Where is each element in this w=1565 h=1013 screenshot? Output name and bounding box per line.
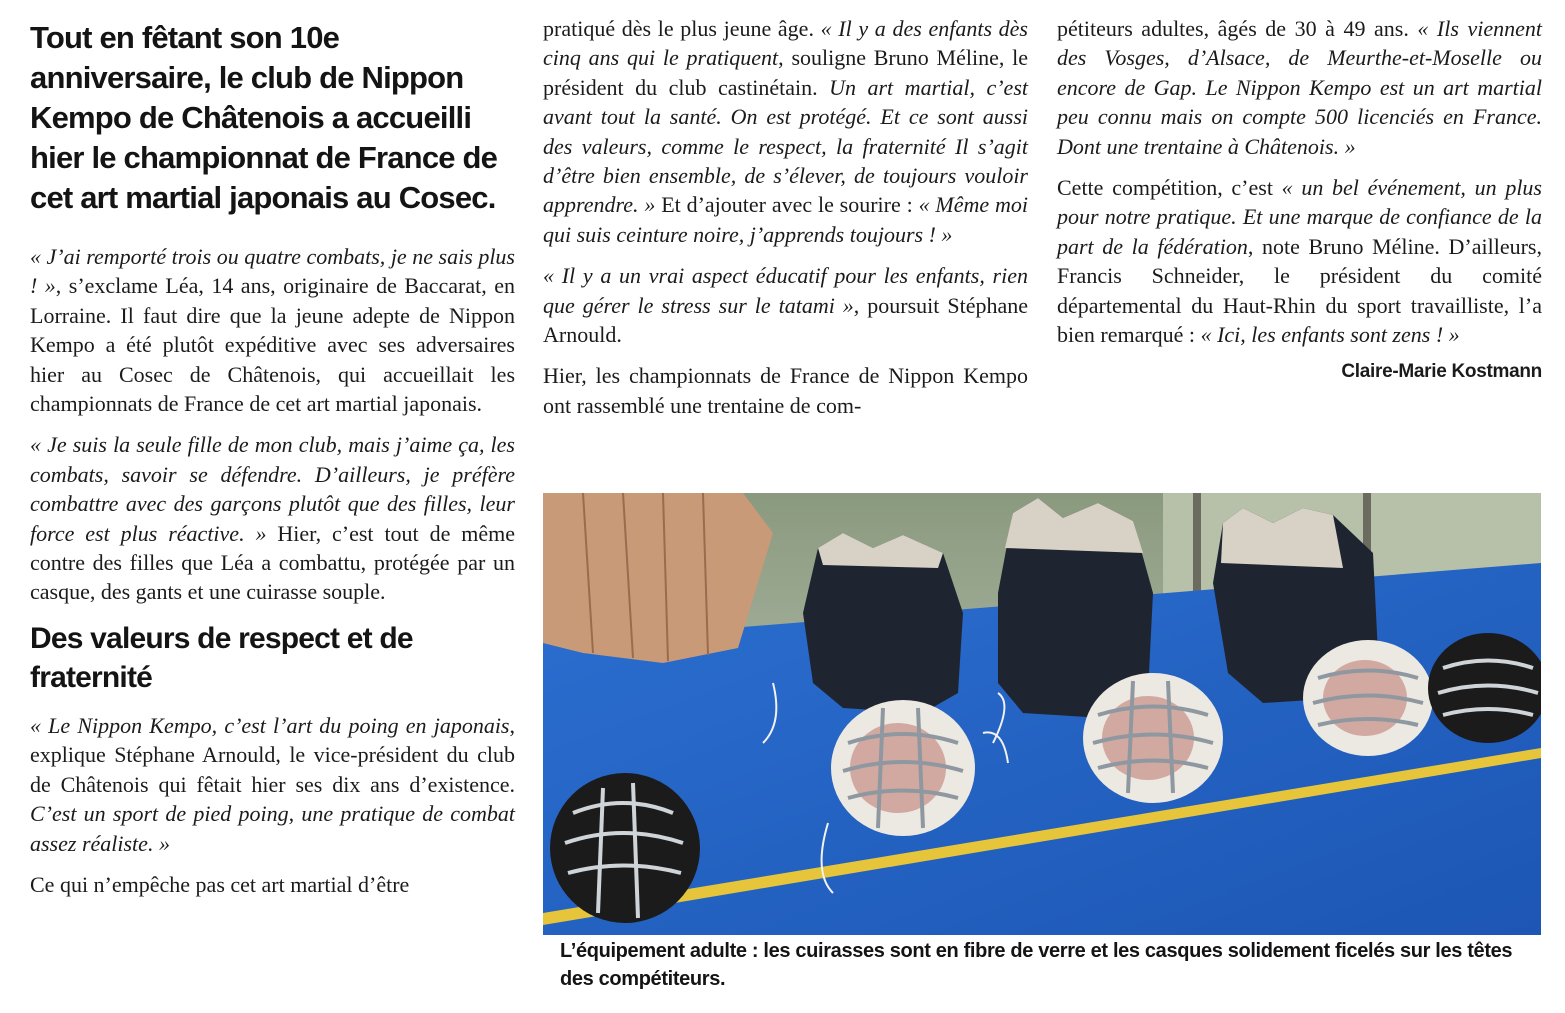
quote: « Le Nippon Kempo, c’est l’art du poing en japonais [30, 712, 510, 738]
paragraph-competiteurs [1057, 14, 1542, 161]
quote: « Ici, les enfants sont zens ! » [1200, 322, 1460, 348]
text: Cette compétition, c’est [1057, 175, 1282, 201]
photo-illustration [543, 493, 1541, 935]
paragraph-continued: Ce qui n’empêche pas cet art martial d’être [30, 871, 410, 897]
headline: Tout en fêtant son 10e anniversaire, le club de Nippon Kempo de Châtenois a accueilli hier le championnat de France de cet art martial japonais au Cosec. [30, 20, 498, 215]
text: , explique Stéphane Arnould, le vice-président du club de Châtenois qui fêtait hier ses dix ans d’existence. [30, 712, 515, 797]
column-1 [30, 18, 515, 911]
text: , note Bruno Méline. D’ailleurs, Francis Schneider, le président du comité départemental du Haut-Rhin du sport travailliste, l’a bien remarqué : [1057, 233, 1542, 348]
paragraph-educatif [543, 261, 1028, 349]
quote: « un bel événement, un plus pour notre pratique. Et une marque de confiance de la part de la fédération [1057, 175, 1542, 259]
text: pratiqué dès le plus jeune âge. [543, 16, 821, 41]
text: Et d’ajouter avec le sourire : [655, 192, 919, 218]
quote: « Ils viennent des Vosges, d’Alsace, de Meurthe-et-Moselle ou encore de Gap. Le Nippon Kempo est un art martial peu connu mais on compte 500 licenciés en France. Dont une trentaine à Châtenois. » [1057, 16, 1542, 159]
paragraph-meline [543, 14, 1028, 249]
photo-caption: L’équipement adulte : les cuirasses sont en fibre de verre et les casques solidement ficelés sur les têtes des compétiteurs. [560, 940, 1513, 990]
quote: C’est un sport de pied poing, une pratique de combat assez réaliste. » [30, 801, 515, 856]
helmet-white-1 [831, 700, 975, 836]
quote: « Même moi qui suis ceinture noire, j’apprends toujours ! » [543, 192, 1028, 247]
quote: « Je suis la seule fille de mon club, mais j’aime ça, les combats, savoir se défendre. D’ailleurs, je préfère combattre avec des garçons plutôt que des filles, leur force est plus réactive. » [30, 432, 515, 546]
paragraph-competition [1057, 173, 1542, 349]
quote: « J’ai remporté trois ou quatre combats, je ne sais plus ! » [30, 244, 515, 299]
paragraph-lea-quote-2 [30, 430, 515, 606]
text: , souligne Bruno Méline, le président du club castinétain. [543, 45, 1028, 100]
text: pétiteurs adultes, âgés de 30 à 49 ans. [1057, 16, 1418, 41]
paragraph-championnats: Hier, les championnats de France de Nippon Kempo ont rassemblé une trentaine de com- [543, 363, 1028, 418]
column-2 [543, 14, 1028, 432]
helmet-black [550, 773, 700, 923]
text: Hier, c’est tout de même contre des filles que Léa a combattu, protégée par un casque, des gants et une cuirasse souple. [30, 520, 516, 605]
text: , poursuit Stéphane Arnould. [543, 292, 1028, 348]
paragraph-arnould [30, 711, 515, 858]
column-3 [1057, 14, 1542, 383]
equipment-photo [543, 493, 1541, 935]
curtain [543, 493, 773, 663]
helmet-white-3 [1303, 640, 1433, 756]
paragraph-lea-quote [30, 242, 515, 418]
cuirass-1 [803, 533, 963, 713]
text: , s’exclame Léa, 14 ans, originaire de Baccarat, en Lorraine. Il faut dire que la jeune adepte de Nippon Kempo a été plutôt expéditive avec ses adversaires hier au Cosec de Châtenois, qui accueillait les championnats de France de cet art martial japonais. [30, 273, 515, 417]
helmet-white-2 [1083, 673, 1223, 803]
quote: Un art martial, c’est avant tout la santé. On est protégé. Et ce sont aussi des valeurs, comme le respect, la fraternité Il s’agit d’être bien ensemble, de s’élever, de toujours vouloir apprendre. » [543, 74, 1028, 218]
quote: « Il y a un vrai aspect éducatif pour les enfants, rien que gérer le stress sur le tatami » [543, 263, 1028, 318]
quote: « Il y a des enfants dès cinq ans qui le pratiquent [543, 16, 1028, 71]
subheadline: Des valeurs de respect et de fraternité [30, 621, 413, 694]
author-signature: Claire-Marie Kostmann [1341, 361, 1542, 383]
